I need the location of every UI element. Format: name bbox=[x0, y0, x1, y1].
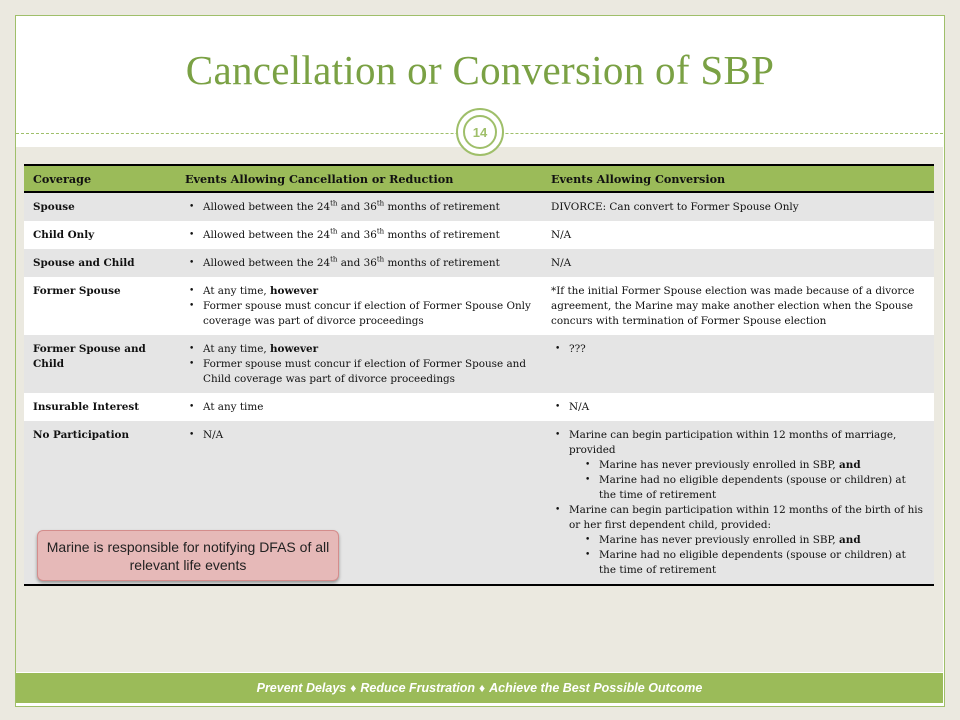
header-cancellation: Events Allowing Cancellation or Reduction bbox=[176, 165, 542, 192]
list-item: • Marine has never previously enrolled in SBP, and bbox=[599, 533, 925, 548]
table-header-row bbox=[24, 165, 934, 192]
row-coverage-insurable: Insurable Interest bbox=[24, 393, 176, 421]
footer-best-outcome: Achieve the Best Possible Outcome bbox=[489, 681, 703, 695]
slide-number-badge bbox=[456, 108, 504, 156]
list-item: • ??? bbox=[569, 342, 925, 357]
row-coverage-former-spouse-child: Former Spouse and Child bbox=[24, 335, 176, 393]
diamond-icon: ♦ bbox=[478, 681, 486, 695]
row-coverage-former-spouse: Former Spouse bbox=[24, 277, 176, 335]
table-row bbox=[24, 221, 934, 249]
responsibility-callout: Marine is responsible for notifying DFAS of all relevant life events bbox=[37, 530, 339, 581]
row-cancel-child bbox=[176, 221, 542, 249]
table-row bbox=[24, 249, 934, 277]
table-row bbox=[24, 192, 934, 221]
row-conversion-spouse: DIVORCE: Can convert to Former Spouse Only bbox=[542, 192, 934, 221]
row-conversion-no-participation bbox=[542, 421, 934, 585]
row-coverage-child: Child Only bbox=[24, 221, 176, 249]
list-item: • Marine can begin participation within 12 months of the birth of his or her first dependent child, provided: bbox=[569, 503, 925, 533]
diamond-icon: ♦ bbox=[350, 681, 357, 695]
row-conversion-child: N/A bbox=[542, 221, 934, 249]
row-conversion-spouse-child: N/A bbox=[542, 249, 934, 277]
list-item: • Allowed between the 24th and 36th months of retirement bbox=[203, 256, 533, 271]
row-coverage-spouse-child: Spouse and Child bbox=[24, 249, 176, 277]
table-row bbox=[24, 393, 934, 421]
row-conversion-insurable bbox=[542, 393, 934, 421]
footer-reduce-frustration: Reduce Frustration bbox=[360, 681, 475, 695]
slide-number: 14 bbox=[463, 115, 497, 149]
list-item: • Marine has never previously enrolled in SBP, and bbox=[599, 458, 925, 473]
slide-title: Cancellation or Conversion of SBP bbox=[185, 47, 775, 93]
row-cancel-spouse-child bbox=[176, 249, 542, 277]
table-row bbox=[24, 277, 934, 335]
header-conversion: Events Allowing Conversion bbox=[542, 165, 934, 192]
list-item: • Former spouse must concur if election of Former Spouse and Child coverage was part of divorce proceedings bbox=[203, 357, 533, 387]
row-cancel-former-spouse-child bbox=[176, 335, 542, 393]
row-conversion-former-spouse: *If the initial Former Spouse election was made because of a divorce agreement, the Marine may make another election when the Spouse concurs with termination of Former Spouse election bbox=[542, 277, 934, 335]
row-cancel-former-spouse bbox=[176, 277, 542, 335]
table-row bbox=[24, 335, 934, 393]
row-cancel-spouse bbox=[176, 192, 542, 221]
list-item: • At any time, however bbox=[203, 284, 533, 299]
list-item: • At any time, however bbox=[203, 342, 533, 357]
footer-banner bbox=[16, 673, 943, 703]
header-coverage: Coverage bbox=[24, 165, 176, 192]
list-item: • Former spouse must concur if election of Former Spouse Only coverage was part of divorce proceedings bbox=[203, 299, 533, 329]
list-item: • Allowed between the 24th and 36th months of retirement bbox=[203, 228, 533, 243]
list-item: • Marine had no eligible dependents (spouse or children) at the time of retirement bbox=[599, 548, 925, 578]
row-coverage-no-participation: No Participation bbox=[24, 421, 176, 585]
list-item: • Marine had no eligible dependents (spouse or children) at the time of retirement bbox=[599, 473, 925, 503]
row-coverage-spouse: Spouse bbox=[24, 192, 176, 221]
list-item: • Marine can begin participation within 12 months of marriage, provided bbox=[569, 428, 925, 458]
row-cancel-insurable bbox=[176, 393, 542, 421]
list-item: • N/A bbox=[203, 428, 533, 443]
list-item: • N/A bbox=[569, 400, 925, 415]
footer-prevent-delays: Prevent Delays bbox=[256, 681, 347, 695]
list-item: • Allowed between the 24th and 36th months of retirement bbox=[203, 200, 533, 215]
sbp-table bbox=[24, 164, 934, 586]
list-item: • At any time bbox=[203, 400, 533, 415]
row-conversion-former-spouse-child bbox=[542, 335, 934, 393]
